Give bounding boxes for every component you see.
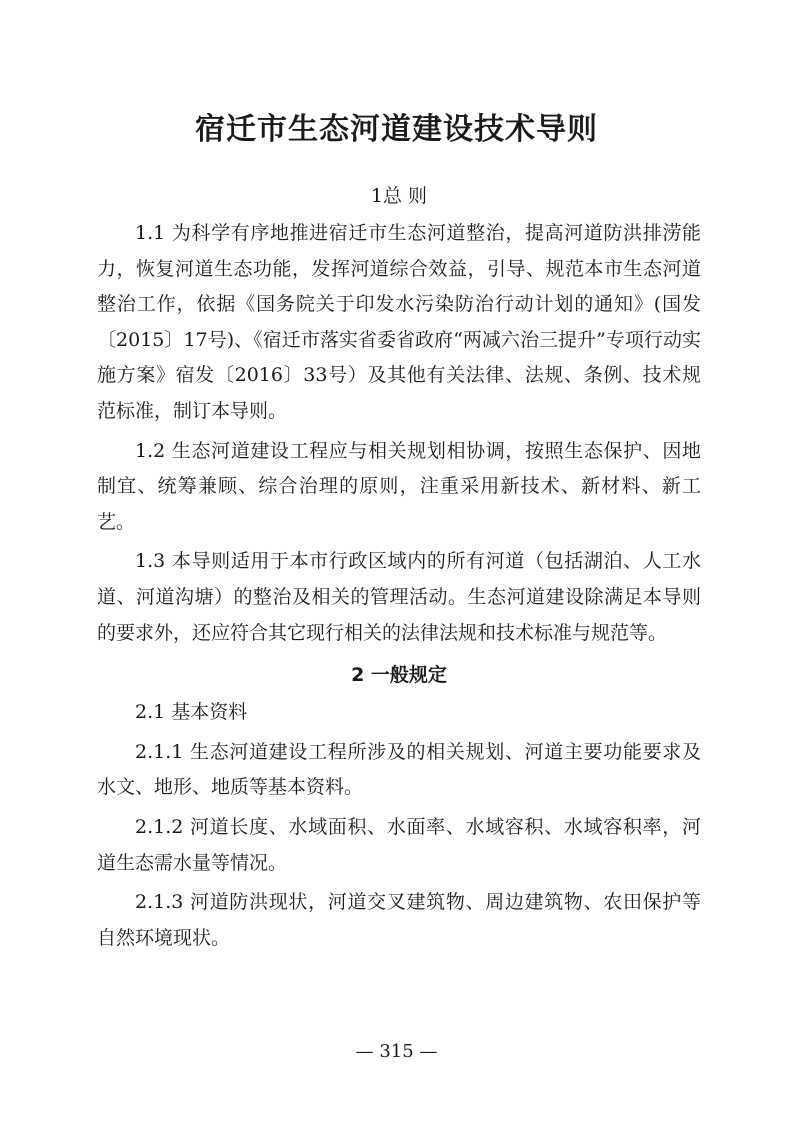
paragraph-number: 1.1 [135,222,166,244]
paragraph-2-1-2 [97,810,701,881]
document-title: 宿迁市生态河道建设技术导则 [195,112,598,147]
paragraph-text: 生态河道建设工程所涉及的相关规划、河道主要功能要求及水文、地形、地质等基本资料。 [97,740,701,799]
page-number: — 315 — [355,1041,438,1062]
chapter-1-heading: 1总 则 [370,185,428,207]
paragraph-number: 2.1.2 [135,815,184,838]
paragraph-number: 2.1.3 [135,891,184,914]
paragraph-2-1-1 [97,735,701,806]
section-number: 2.1 [135,701,166,724]
paragraph-number: 1.2 [135,439,166,462]
paragraph-2-1-3 [97,885,701,956]
paragraph-text: 为科学有序地推进宿迁市生态河道整治，提高河道防洪排涝能力，恢复河道生态功能，发挥河道综合效益，引导、规范本市生态河道整治工作，依据《国务院关于印发水污染防治行动计划的通知》(国发〔2015〕17号)、《宿迁市落实省委省政府“两减六治三提升”专项行动实施方案》宿发〔2016〕33号）及其他有关法律、法规、条例、技术规范标准，制订本导则。 [97,222,701,422]
paragraph-1-3 [97,544,701,651]
section-2-1 [97,695,701,731]
chapter-2-heading: 2 一般规定 [351,664,447,687]
paragraph-text: 河道防洪现状，河道交叉建筑物、周边建筑物、农田保护等自然环境现状。 [97,891,701,949]
paragraph-1-2 [97,434,701,541]
paragraph-number: 1.3 [135,550,166,573]
paragraph-number: 2.1.1 [135,740,184,763]
paragraph-text: 生态河道建设工程应与相关规划相协调，按照生态保护、因地制宜、统筹兼顾、综合治理的原则，注重采用新技术、新材料、新工艺。 [97,439,701,533]
paragraph-text: 河道长度、水域面积、水面率、水域容积、水域容积率，河道生态需水量等情况。 [97,815,701,874]
paragraph-1-1 [97,216,701,430]
document-body [97,176,701,960]
paragraph-text: 本导则适用于本市行政区域内的所有河道（包括湖泊、人工水道、河道沟塘）的整治及相关的管理活动。生态河道建设除满足本导则的要求外，还应符合其它现行相关的法律法规和技术标准与规范等。 [97,550,701,644]
section-title: 基本资料 [171,701,248,724]
